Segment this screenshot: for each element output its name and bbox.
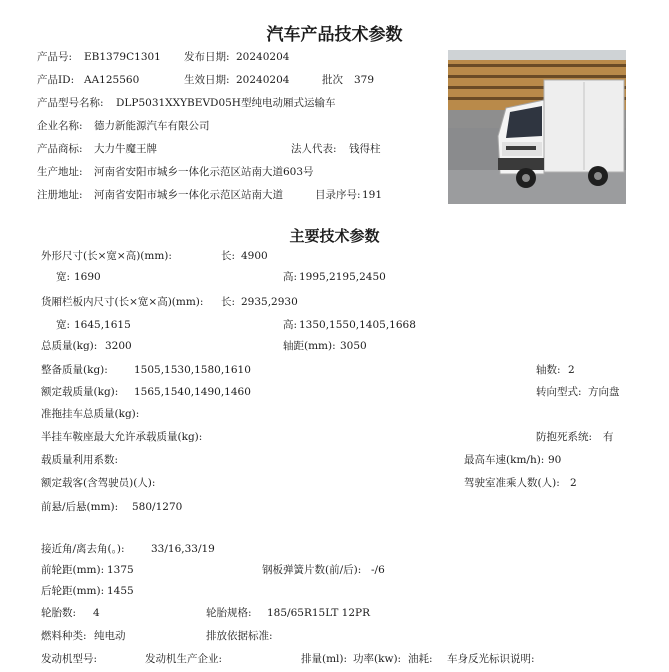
tire-spec-value: 185/65R15LT 12PR <box>267 607 370 619</box>
passenger-capacity-label: 额定载客(含驾驶员)(人): <box>41 477 156 489</box>
product-no-value: EB1379C1301 <box>84 51 161 63</box>
rear-track-label: 后轮距(mm): <box>41 585 105 597</box>
fuel-type-label: 燃料种类: <box>41 630 87 642</box>
engine-maker-label: 发动机生产企业: <box>145 653 223 665</box>
legal-rep-value: 钱得柱 <box>349 143 381 155</box>
box-width-label: 宽: <box>56 319 71 331</box>
approach-departure-angle-value: 33/16,33/19 <box>151 543 215 555</box>
width-value: 1690 <box>74 271 101 283</box>
release-date-label: 发布日期: <box>184 51 230 63</box>
registered-address-value: 河南省安阳市城乡一体化示范区站南大道 <box>94 189 283 201</box>
production-address-label: 生产地址: <box>37 166 83 178</box>
abs-label: 防抱死系统: <box>536 431 593 443</box>
load-utilization-label: 载质量利用系数: <box>41 454 119 466</box>
production-address-value: 河南省安阳市城乡一体化示范区站南大道603号 <box>94 166 314 178</box>
box-length-value: 2935,2930 <box>241 296 298 308</box>
front-track-value: 1375 <box>107 564 134 576</box>
gross-mass-value: 3200 <box>105 340 132 352</box>
company-label: 企业名称: <box>37 120 83 132</box>
gross-mass-label: 总质量(kg): <box>41 340 98 352</box>
catalog-no-label: 目录序号: <box>315 189 361 201</box>
abs-value: 有 <box>603 431 614 443</box>
curb-mass-label: 整备质量(kg): <box>41 364 108 376</box>
batch-value: 379 <box>354 74 375 86</box>
tire-count-label: 轮胎数: <box>41 607 77 619</box>
catalog-no-value: 191 <box>362 189 383 201</box>
wheelbase-value: 3050 <box>340 340 367 352</box>
dimension-label: 外形尺寸(长×宽×高)(mm): <box>41 250 172 262</box>
product-no-label: 产品号: <box>37 51 73 63</box>
displacement-label: 排量(ml): <box>301 653 348 665</box>
steering-value: 方向盘 <box>588 386 620 398</box>
model-name-value: DLP5031XXYBEVD05H型纯电动厢式运输车 <box>116 97 336 109</box>
product-id-value: AA125560 <box>84 74 140 86</box>
electric-van-image <box>448 50 626 204</box>
trailer-mass-label: 准拖挂车总质量(kg): <box>41 408 140 420</box>
box-length-label: 长: <box>221 296 236 308</box>
height-value: 1995,2195,2450 <box>299 271 386 283</box>
fuel-type-value: 纯电动 <box>94 630 126 642</box>
length-value: 4900 <box>241 250 268 262</box>
effective-date-label: 生效日期: <box>184 74 230 86</box>
length-label: 长: <box>221 250 236 262</box>
brand-label: 产品商标: <box>37 143 83 155</box>
approach-departure-angle-label: 接近角/离去角(。): <box>41 543 125 555</box>
front-track-label: 前轮距(mm): <box>41 564 105 576</box>
height-label: 高: <box>283 271 298 283</box>
fuel-consumption-label: 油耗: <box>408 653 433 665</box>
effective-date-value: 20240204 <box>236 74 290 86</box>
overhang-label: 前悬/后悬(mm): <box>41 501 119 513</box>
box-dimension-label: 货厢栏板内尺寸(长×宽×高)(mm): <box>41 296 204 308</box>
tire-spec-label: 轮胎规格: <box>206 607 252 619</box>
steering-label: 转向型式: <box>536 386 582 398</box>
section-title: 主要技术参数 <box>289 227 380 245</box>
box-width-value: 1645,1615 <box>74 319 131 331</box>
leaf-spring-value: -/6 <box>371 564 385 576</box>
emission-standard-label: 排放依据标准: <box>206 630 273 642</box>
box-height-value: 1350,1550,1405,1668 <box>299 319 416 331</box>
model-name-label: 产品型号名称: <box>37 97 104 109</box>
rated-load-value: 1565,1540,1490,1460 <box>134 386 251 398</box>
reflective-marking-label: 车身反光标识说明: <box>447 653 535 665</box>
legal-rep-label: 法人代表: <box>291 143 337 155</box>
max-speed-label: 最高车速(km/h): <box>464 454 545 466</box>
rated-load-label: 额定载质量(kg): <box>41 386 119 398</box>
box-height-label: 高: <box>283 319 298 331</box>
rear-track-value: 1455 <box>107 585 134 597</box>
cab-capacity-value: 2 <box>570 477 577 489</box>
leaf-spring-label: 钢板弹簧片数(前/后): <box>262 564 362 576</box>
power-label: 功率(kw): <box>353 653 402 665</box>
cab-capacity-label: 驾驶室准乘人数(人): <box>464 477 560 489</box>
page-title: 汽车产品技术参数 <box>266 25 403 45</box>
wheelbase-label: 轴距(mm): <box>283 340 336 352</box>
batch-label: 批次 <box>322 74 343 86</box>
brand-value: 大力牛魔王牌 <box>94 143 157 155</box>
max-speed-value: 90 <box>548 454 562 466</box>
product-id-label: 产品ID: <box>37 74 75 86</box>
saddle-load-label: 半挂车鞍座最大允许承载质量(kg): <box>41 431 203 443</box>
release-date-value: 20240204 <box>236 51 290 63</box>
axles-value: 2 <box>568 364 575 376</box>
axles-label: 轴数: <box>536 364 561 376</box>
tire-count-value: 4 <box>93 607 100 619</box>
overhang-value: 580/1270 <box>132 501 183 513</box>
company-value: 德力新能源汽车有限公司 <box>94 120 210 132</box>
engine-model-label: 发动机型号: <box>41 653 98 665</box>
vehicle-photo <box>448 50 626 204</box>
width-label: 宽: <box>56 271 71 283</box>
registered-address-label: 注册地址: <box>37 189 83 201</box>
curb-mass-value: 1505,1530,1580,1610 <box>134 364 251 376</box>
